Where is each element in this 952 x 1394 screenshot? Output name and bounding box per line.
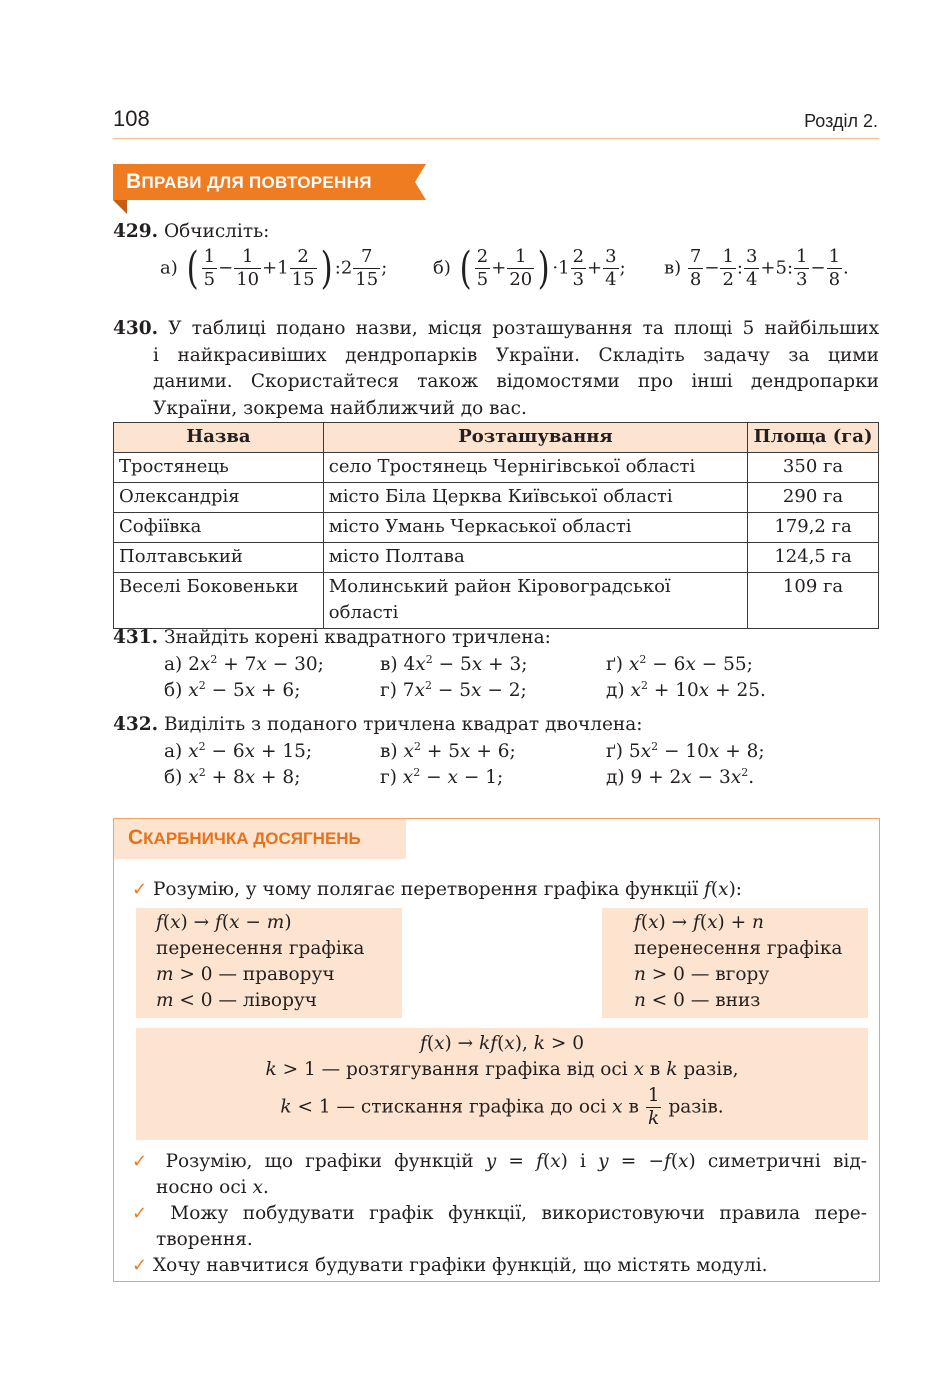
exercise-431-b: б) $x^2 - 5x + 6$; [164, 679, 301, 701]
cell-location: Молинський район Кіровоградської області [323, 573, 747, 629]
achievements-title: СКАРБНИЧКА ДОСЯГНЕНЬ [128, 826, 361, 849]
cell-area: 350 га [748, 453, 879, 483]
column-header: Назва [114, 423, 324, 453]
exercise-429-v: в) $\frac{7}{8}$ − $\frac{1}{2}$ : $\frac{3}{4}$ +5: $\frac{1}{3}$ − $\frac{1}{8}$ . [664, 246, 849, 290]
cell-area: 109 га [748, 573, 879, 629]
exercise-431-a: а) $2x^2 + 7x - 30$; [164, 653, 324, 675]
table-row [114, 453, 879, 483]
exercise-431-v: в) $4x^2 - 5x + 3$; [380, 653, 528, 675]
cell-area: 290 га [748, 483, 879, 513]
achievement-item-2: ✓ Розумію, що графіки функцій y = f(x) і y = −f(x) симетричні від- носно осі x. [132, 1151, 867, 1198]
cell-area: 179,2 га [748, 513, 879, 543]
cell-location: місто Полтава [323, 543, 747, 573]
section-banner [113, 164, 426, 212]
cell-area: 124,5 га [748, 543, 879, 573]
cell-location: місто Умань Черкаської області [323, 513, 747, 543]
item-label: б) [433, 257, 451, 279]
cell-name: Полтавський [114, 543, 324, 573]
shift-horizontal-box: f(x) → f(x − m) перенесення графіка m > 0 — праворуч m < 0 — ліворуч [136, 908, 402, 1018]
exercise-number: 431. [113, 627, 159, 648]
item-label: а) [160, 257, 178, 279]
table-row [114, 483, 879, 513]
shift-vertical-box: f(x) → f(x) + n перенесення графіка n > 0 — вгору n < 0 — вниз [602, 908, 868, 1018]
banner-title: ВПРАВИ ДЛЯ ПОВТОРЕННЯ [126, 170, 372, 193]
cell-name: Софіївка [114, 513, 324, 543]
table-row [114, 543, 879, 573]
column-header: Площа (га) [748, 423, 879, 453]
banner-fold [113, 200, 127, 214]
exercise-432-gg: ґ) $5x^2 - 10x + 8$; [606, 740, 765, 762]
exercise-432-v: в) $x^2 + 5x + 6$; [380, 740, 516, 762]
column-header: Розташування [323, 423, 747, 453]
exercise-text: Знайдіть корені квадратного тричлена: [163, 627, 551, 648]
exercise-432-d: д) $9 + 2x - 3x^2$. [606, 766, 755, 788]
exercise-429-b: б) ( $\frac{2}{5}$ + $\frac{1}{20}$ ) ·1 $\frac{2}{3}$ + $\frac{3}{4}$ ; [433, 242, 626, 294]
exercise-431-heading [113, 627, 551, 648]
achievement-item-1: ✓ Розумію, у чому полягає перетворення графіка функції f(x): [132, 879, 743, 900]
cell-location: село Тростянець Чернігівської області [323, 453, 747, 483]
exercise-text: Виділіть з поданого тричлена квадрат двочлена: [163, 714, 643, 735]
exercise-text: Обчисліть: [163, 221, 270, 242]
table-header-row [114, 423, 879, 453]
item-label: в) [664, 257, 682, 279]
checkmark-icon: ✓ [132, 879, 148, 900]
checkmark-icon: ✓ [132, 1151, 154, 1172]
exercise-number: 429. [113, 221, 159, 242]
dendropark-table [113, 422, 879, 629]
checkmark-icon: ✓ [132, 1203, 156, 1224]
exercise-number: 432. [113, 714, 159, 735]
cell-location: місто Біла Церква Київської області [323, 483, 747, 513]
cell-name: Тростянець [114, 453, 324, 483]
exercise-432-a: а) $x^2 - 6x + 15$; [164, 740, 313, 762]
table-row [114, 573, 879, 629]
exercise-number: 430. [113, 318, 159, 339]
section-label: Розділ 2. [804, 111, 878, 131]
exercise-430: 430. У таблиці подано назви, місця розташування та площі 5 найбільших і найкрасивіших дендропарків України. Складіть задачу за цими даними. Скористайтеся також відомостями про інші дендропарки України, зокрема найближчий до вас. [113, 318, 879, 419]
checkmark-icon: ✓ [132, 1255, 148, 1276]
table-row [114, 513, 879, 543]
exercise-431-g: г) $7x^2 - 5x - 2$; [380, 679, 527, 701]
exercise-432-b: б) $x^2 + 8x + 8$; [164, 766, 301, 788]
stretch-box: f(x) → kf(x), k > 0 k > 1 — розтягування графіка від осі x в k разів, k < 1 — стискання графіка до осі x в $\frac{1}{k}$ разів. [136, 1028, 868, 1140]
exercise-431-gg: ґ) $x^2 - 6x - 55$; [606, 653, 753, 675]
exercise-431-d: д) $x^2 + 10x + 25$. [606, 679, 766, 701]
achievement-item-4: ✓ Хочу навчитися будувати графіки функцій, що містять модулі. [132, 1255, 768, 1276]
exercise-432-g: г) $x^2 - x - 1$; [380, 766, 504, 788]
exercise-432-heading [113, 714, 643, 735]
exercise-429-a: а) ( $\frac{1}{5}$ − $\frac{1}{10}$ +1 $\frac{2}{15}$ ) :2 $\frac{7}{15}$ ; [160, 242, 388, 294]
achievement-item-3: ✓ Можу побудувати графік функції, використовуючи правила пере- творення. [132, 1203, 867, 1250]
header-rule [113, 138, 879, 139]
cell-name: Веселі Боковеньки [114, 573, 324, 629]
exercise-429-heading [113, 221, 269, 242]
page-number: 108 [113, 106, 150, 131]
cell-name: Олександрія [114, 483, 324, 513]
